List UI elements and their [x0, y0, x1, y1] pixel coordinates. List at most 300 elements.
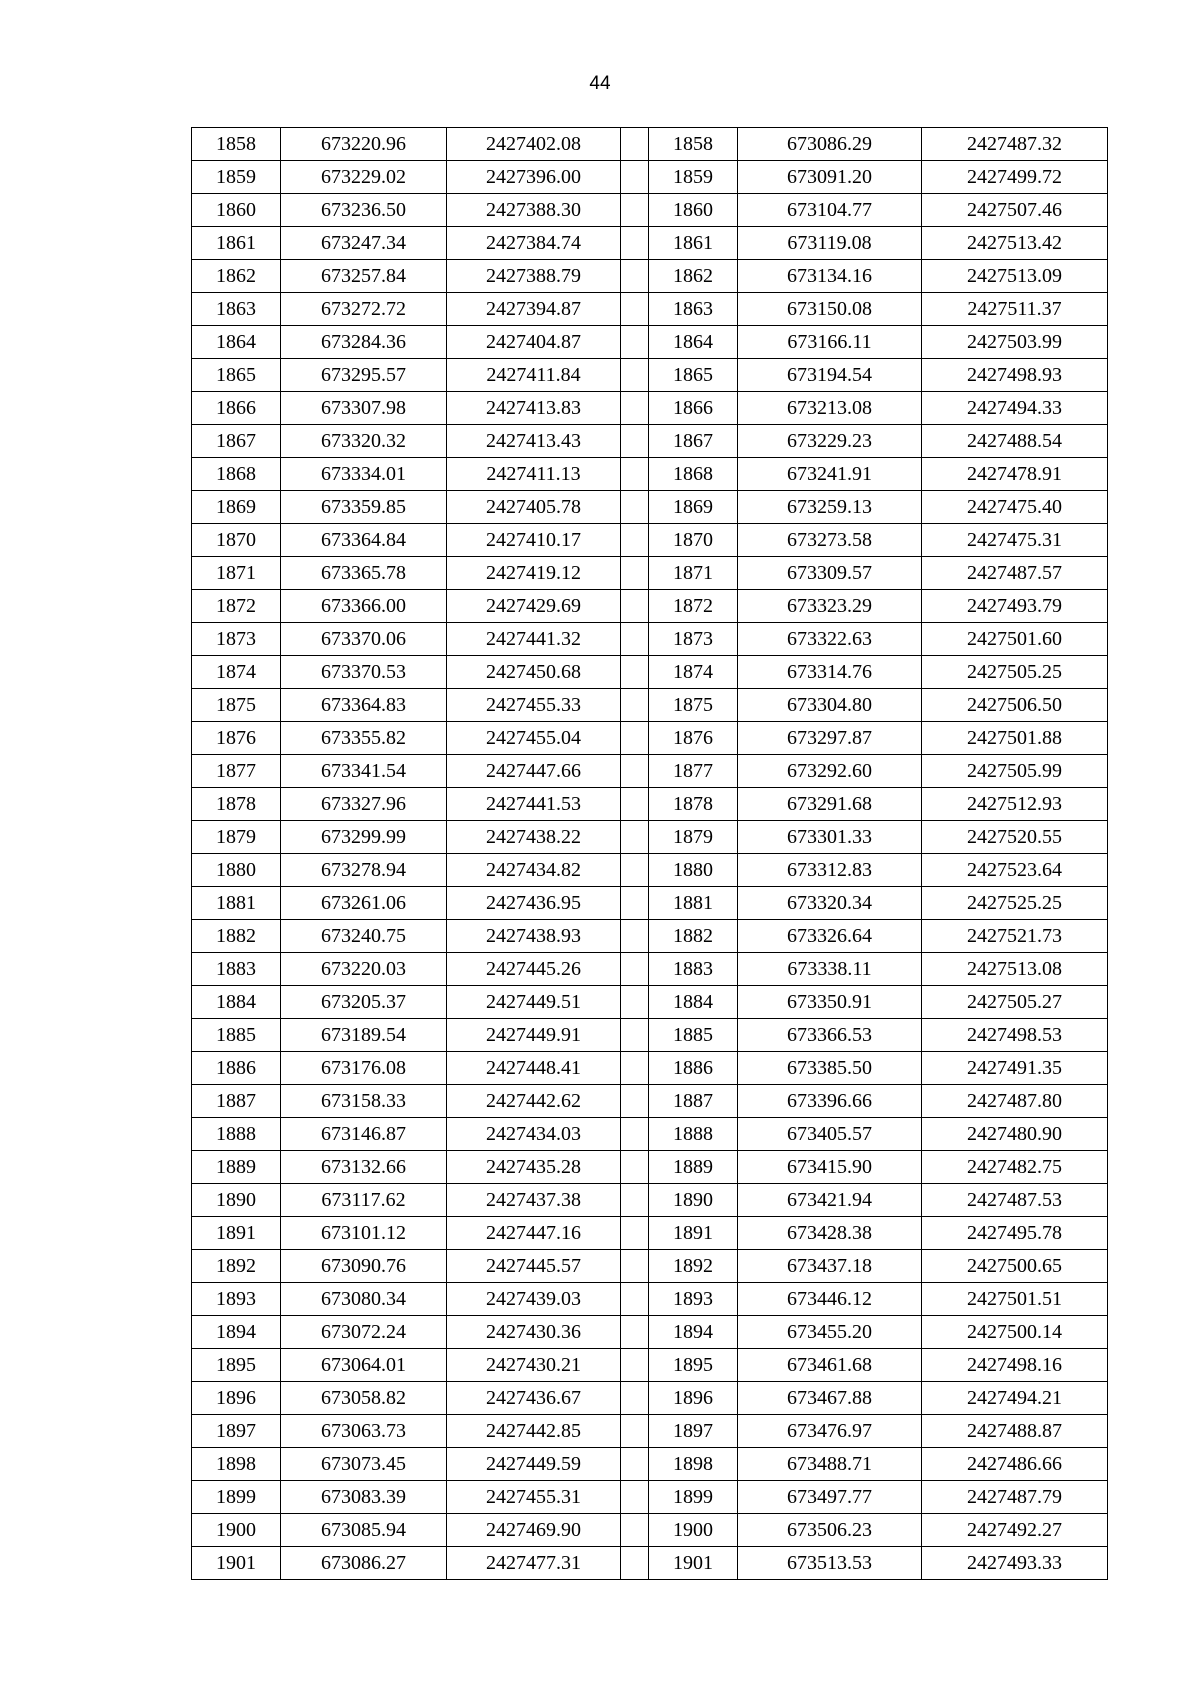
left-x-coordinate-cell: 673247.34: [281, 227, 447, 260]
separator-cell: [621, 887, 649, 920]
right-x-coordinate-cell: 673314.76: [738, 656, 922, 689]
right-point-id-cell: 1859: [649, 161, 738, 194]
right-point-id-cell: 1895: [649, 1349, 738, 1382]
left-point-id-cell: 1887: [192, 1085, 281, 1118]
separator-cell: [621, 128, 649, 161]
right-y-coordinate-cell: 2427480.90: [922, 1118, 1108, 1151]
right-x-coordinate-cell: 673320.34: [738, 887, 922, 920]
separator-cell: [621, 1283, 649, 1316]
right-y-coordinate-cell: 2427487.32: [922, 128, 1108, 161]
left-x-coordinate-cell: 673307.98: [281, 392, 447, 425]
left-x-coordinate-cell: 673058.82: [281, 1382, 447, 1415]
separator-cell: [621, 1382, 649, 1415]
right-y-coordinate-cell: 2427500.14: [922, 1316, 1108, 1349]
left-y-coordinate-cell: 2427437.38: [447, 1184, 621, 1217]
table-row: [192, 1052, 1108, 1085]
left-point-id-cell: 1876: [192, 722, 281, 755]
table-row: [192, 986, 1108, 1019]
left-point-id-cell: 1883: [192, 953, 281, 986]
right-y-coordinate-cell: 2427494.33: [922, 392, 1108, 425]
table-row: [192, 557, 1108, 590]
left-x-coordinate-cell: 673334.01: [281, 458, 447, 491]
separator-cell: [621, 1019, 649, 1052]
left-x-coordinate-cell: 673261.06: [281, 887, 447, 920]
left-x-coordinate-cell: 673320.32: [281, 425, 447, 458]
right-y-coordinate-cell: 2427498.53: [922, 1019, 1108, 1052]
separator-cell: [621, 1349, 649, 1382]
table-row: [192, 1118, 1108, 1151]
right-y-coordinate-cell: 2427505.27: [922, 986, 1108, 1019]
right-x-coordinate-cell: 673455.20: [738, 1316, 922, 1349]
table-row: [192, 359, 1108, 392]
right-x-coordinate-cell: 673273.58: [738, 524, 922, 557]
table-row: [192, 392, 1108, 425]
right-y-coordinate-cell: 2427523.64: [922, 854, 1108, 887]
left-x-coordinate-cell: 673355.82: [281, 722, 447, 755]
right-x-coordinate-cell: 673338.11: [738, 953, 922, 986]
table-row: [192, 1151, 1108, 1184]
right-y-coordinate-cell: 2427487.80: [922, 1085, 1108, 1118]
left-x-coordinate-cell: 673072.24: [281, 1316, 447, 1349]
right-y-coordinate-cell: 2427475.40: [922, 491, 1108, 524]
right-y-coordinate-cell: 2427488.54: [922, 425, 1108, 458]
left-x-coordinate-cell: 673364.83: [281, 689, 447, 722]
table-row: [192, 755, 1108, 788]
left-x-coordinate-cell: 673064.01: [281, 1349, 447, 1382]
right-point-id-cell: 1888: [649, 1118, 738, 1151]
left-point-id-cell: 1862: [192, 260, 281, 293]
separator-cell: [621, 1316, 649, 1349]
left-y-coordinate-cell: 2427477.31: [447, 1547, 621, 1580]
left-x-coordinate-cell: 673370.06: [281, 623, 447, 656]
right-point-id-cell: 1863: [649, 293, 738, 326]
left-x-coordinate-cell: 673370.53: [281, 656, 447, 689]
right-y-coordinate-cell: 2427505.99: [922, 755, 1108, 788]
right-point-id-cell: 1868: [649, 458, 738, 491]
right-y-coordinate-cell: 2427492.27: [922, 1514, 1108, 1547]
left-point-id-cell: 1879: [192, 821, 281, 854]
table-row: [192, 1448, 1108, 1481]
right-y-coordinate-cell: 2427512.93: [922, 788, 1108, 821]
table-row: [192, 623, 1108, 656]
left-point-id-cell: 1886: [192, 1052, 281, 1085]
right-y-coordinate-cell: 2427494.21: [922, 1382, 1108, 1415]
right-x-coordinate-cell: 673134.16: [738, 260, 922, 293]
separator-cell: [621, 194, 649, 227]
separator-cell: [621, 986, 649, 1019]
right-x-coordinate-cell: 673476.97: [738, 1415, 922, 1448]
left-y-coordinate-cell: 2427442.62: [447, 1085, 621, 1118]
separator-cell: [621, 425, 649, 458]
right-point-id-cell: 1880: [649, 854, 738, 887]
right-point-id-cell: 1883: [649, 953, 738, 986]
left-y-coordinate-cell: 2427448.41: [447, 1052, 621, 1085]
left-x-coordinate-cell: 673189.54: [281, 1019, 447, 1052]
separator-cell: [621, 1217, 649, 1250]
table-row: [192, 722, 1108, 755]
left-point-id-cell: 1874: [192, 656, 281, 689]
left-x-coordinate-cell: 673229.02: [281, 161, 447, 194]
right-point-id-cell: 1878: [649, 788, 738, 821]
right-y-coordinate-cell: 2427478.91: [922, 458, 1108, 491]
right-y-coordinate-cell: 2427498.16: [922, 1349, 1108, 1382]
separator-cell: [621, 524, 649, 557]
right-point-id-cell: 1877: [649, 755, 738, 788]
right-y-coordinate-cell: 2427495.78: [922, 1217, 1108, 1250]
left-y-coordinate-cell: 2427388.30: [447, 194, 621, 227]
table-row: [192, 1283, 1108, 1316]
left-x-coordinate-cell: 673327.96: [281, 788, 447, 821]
left-x-coordinate-cell: 673220.96: [281, 128, 447, 161]
left-y-coordinate-cell: 2427449.91: [447, 1019, 621, 1052]
right-point-id-cell: 1901: [649, 1547, 738, 1580]
left-point-id-cell: 1898: [192, 1448, 281, 1481]
left-point-id-cell: 1888: [192, 1118, 281, 1151]
left-point-id-cell: 1860: [192, 194, 281, 227]
right-x-coordinate-cell: 673229.23: [738, 425, 922, 458]
left-y-coordinate-cell: 2427441.53: [447, 788, 621, 821]
table-row: [192, 1481, 1108, 1514]
left-x-coordinate-cell: 673146.87: [281, 1118, 447, 1151]
right-x-coordinate-cell: 673166.11: [738, 326, 922, 359]
right-point-id-cell: 1876: [649, 722, 738, 755]
separator-cell: [621, 1118, 649, 1151]
table-row: [192, 194, 1108, 227]
separator-cell: [621, 689, 649, 722]
table-row: [192, 656, 1108, 689]
separator-cell: [621, 1151, 649, 1184]
right-y-coordinate-cell: 2427501.60: [922, 623, 1108, 656]
separator-cell: [621, 557, 649, 590]
right-x-coordinate-cell: 673366.53: [738, 1019, 922, 1052]
left-point-id-cell: 1865: [192, 359, 281, 392]
right-point-id-cell: 1875: [649, 689, 738, 722]
left-y-coordinate-cell: 2427447.66: [447, 755, 621, 788]
separator-cell: [621, 1085, 649, 1118]
table-row: [192, 326, 1108, 359]
right-y-coordinate-cell: 2427491.35: [922, 1052, 1108, 1085]
table-row: [192, 590, 1108, 623]
right-y-coordinate-cell: 2427493.33: [922, 1547, 1108, 1580]
left-x-coordinate-cell: 673341.54: [281, 755, 447, 788]
left-x-coordinate-cell: 673117.62: [281, 1184, 447, 1217]
right-x-coordinate-cell: 673350.91: [738, 986, 922, 1019]
left-y-coordinate-cell: 2427404.87: [447, 326, 621, 359]
left-x-coordinate-cell: 673101.12: [281, 1217, 447, 1250]
right-x-coordinate-cell: 673323.29: [738, 590, 922, 623]
separator-cell: [621, 1547, 649, 1580]
left-y-coordinate-cell: 2427455.33: [447, 689, 621, 722]
separator-cell: [621, 854, 649, 887]
left-y-coordinate-cell: 2427469.90: [447, 1514, 621, 1547]
left-point-id-cell: 1901: [192, 1547, 281, 1580]
left-y-coordinate-cell: 2427436.95: [447, 887, 621, 920]
right-x-coordinate-cell: 673291.68: [738, 788, 922, 821]
left-y-coordinate-cell: 2427419.12: [447, 557, 621, 590]
left-x-coordinate-cell: 673236.50: [281, 194, 447, 227]
table-row: [192, 953, 1108, 986]
table-row: [192, 260, 1108, 293]
right-point-id-cell: 1898: [649, 1448, 738, 1481]
coordinates-table: [191, 127, 1108, 1580]
right-y-coordinate-cell: 2427493.79: [922, 590, 1108, 623]
table-row: [192, 1316, 1108, 1349]
left-point-id-cell: 1869: [192, 491, 281, 524]
right-x-coordinate-cell: 673513.53: [738, 1547, 922, 1580]
right-point-id-cell: 1858: [649, 128, 738, 161]
right-y-coordinate-cell: 2427487.79: [922, 1481, 1108, 1514]
right-y-coordinate-cell: 2427511.37: [922, 293, 1108, 326]
left-x-coordinate-cell: 673257.84: [281, 260, 447, 293]
left-y-coordinate-cell: 2427442.85: [447, 1415, 621, 1448]
right-point-id-cell: 1889: [649, 1151, 738, 1184]
right-y-coordinate-cell: 2427486.66: [922, 1448, 1108, 1481]
left-point-id-cell: 1859: [192, 161, 281, 194]
left-x-coordinate-cell: 673132.66: [281, 1151, 447, 1184]
left-y-coordinate-cell: 2427434.82: [447, 854, 621, 887]
right-x-coordinate-cell: 673428.38: [738, 1217, 922, 1250]
left-point-id-cell: 1900: [192, 1514, 281, 1547]
table-row: [192, 1085, 1108, 1118]
table-row: [192, 887, 1108, 920]
left-y-coordinate-cell: 2427429.69: [447, 590, 621, 623]
left-y-coordinate-cell: 2427445.57: [447, 1250, 621, 1283]
right-x-coordinate-cell: 673304.80: [738, 689, 922, 722]
right-x-coordinate-cell: 673297.87: [738, 722, 922, 755]
right-y-coordinate-cell: 2427487.57: [922, 557, 1108, 590]
separator-cell: [621, 1250, 649, 1283]
left-x-coordinate-cell: 673295.57: [281, 359, 447, 392]
right-point-id-cell: 1885: [649, 1019, 738, 1052]
left-y-coordinate-cell: 2427441.32: [447, 623, 621, 656]
table-row: [192, 524, 1108, 557]
right-point-id-cell: 1890: [649, 1184, 738, 1217]
table-row: [192, 1415, 1108, 1448]
left-y-coordinate-cell: 2427436.67: [447, 1382, 621, 1415]
table-row: [192, 491, 1108, 524]
left-point-id-cell: 1895: [192, 1349, 281, 1382]
left-x-coordinate-cell: 673086.27: [281, 1547, 447, 1580]
right-point-id-cell: 1882: [649, 920, 738, 953]
table-row: [192, 1019, 1108, 1052]
right-x-coordinate-cell: 673301.33: [738, 821, 922, 854]
left-point-id-cell: 1896: [192, 1382, 281, 1415]
left-point-id-cell: 1871: [192, 557, 281, 590]
left-y-coordinate-cell: 2427455.31: [447, 1481, 621, 1514]
left-point-id-cell: 1899: [192, 1481, 281, 1514]
left-y-coordinate-cell: 2427413.83: [447, 392, 621, 425]
separator-cell: [621, 1448, 649, 1481]
left-y-coordinate-cell: 2427450.68: [447, 656, 621, 689]
separator-cell: [621, 821, 649, 854]
left-x-coordinate-cell: 673278.94: [281, 854, 447, 887]
right-y-coordinate-cell: 2427520.55: [922, 821, 1108, 854]
table-row: [192, 161, 1108, 194]
table-row: [192, 293, 1108, 326]
left-x-coordinate-cell: 673366.00: [281, 590, 447, 623]
table-row: [192, 1349, 1108, 1382]
separator-cell: [621, 788, 649, 821]
left-x-coordinate-cell: 673365.78: [281, 557, 447, 590]
table-row: [192, 458, 1108, 491]
right-y-coordinate-cell: 2427488.87: [922, 1415, 1108, 1448]
right-x-coordinate-cell: 673461.68: [738, 1349, 922, 1382]
left-point-id-cell: 1889: [192, 1151, 281, 1184]
table-row: [192, 1184, 1108, 1217]
left-y-coordinate-cell: 2427434.03: [447, 1118, 621, 1151]
separator-cell: [621, 1415, 649, 1448]
left-point-id-cell: 1892: [192, 1250, 281, 1283]
right-point-id-cell: 1862: [649, 260, 738, 293]
left-y-coordinate-cell: 2427413.43: [447, 425, 621, 458]
table-row: [192, 1250, 1108, 1283]
left-y-coordinate-cell: 2427438.93: [447, 920, 621, 953]
right-x-coordinate-cell: 673194.54: [738, 359, 922, 392]
right-x-coordinate-cell: 673415.90: [738, 1151, 922, 1184]
left-y-coordinate-cell: 2427410.17: [447, 524, 621, 557]
separator-cell: [621, 392, 649, 425]
right-y-coordinate-cell: 2427501.88: [922, 722, 1108, 755]
left-x-coordinate-cell: 673063.73: [281, 1415, 447, 1448]
left-y-coordinate-cell: 2427445.26: [447, 953, 621, 986]
right-x-coordinate-cell: 673497.77: [738, 1481, 922, 1514]
right-point-id-cell: 1891: [649, 1217, 738, 1250]
separator-cell: [621, 293, 649, 326]
right-x-coordinate-cell: 673467.88: [738, 1382, 922, 1415]
right-x-coordinate-cell: 673309.57: [738, 557, 922, 590]
right-y-coordinate-cell: 2427521.73: [922, 920, 1108, 953]
left-point-id-cell: 1884: [192, 986, 281, 1019]
left-point-id-cell: 1873: [192, 623, 281, 656]
right-x-coordinate-cell: 673506.23: [738, 1514, 922, 1547]
right-x-coordinate-cell: 673322.63: [738, 623, 922, 656]
right-x-coordinate-cell: 673396.66: [738, 1085, 922, 1118]
right-x-coordinate-cell: 673150.08: [738, 293, 922, 326]
right-y-coordinate-cell: 2427487.53: [922, 1184, 1108, 1217]
table-row: [192, 425, 1108, 458]
separator-cell: [621, 920, 649, 953]
separator-cell: [621, 623, 649, 656]
separator-cell: [621, 656, 649, 689]
separator-cell: [621, 161, 649, 194]
right-x-coordinate-cell: 673437.18: [738, 1250, 922, 1283]
left-y-coordinate-cell: 2427430.36: [447, 1316, 621, 1349]
separator-cell: [621, 227, 649, 260]
table-row: [192, 1217, 1108, 1250]
separator-cell: [621, 590, 649, 623]
right-point-id-cell: 1864: [649, 326, 738, 359]
separator-cell: [621, 755, 649, 788]
right-x-coordinate-cell: 673091.20: [738, 161, 922, 194]
left-y-coordinate-cell: 2427384.74: [447, 227, 621, 260]
right-point-id-cell: 1886: [649, 1052, 738, 1085]
right-y-coordinate-cell: 2427513.42: [922, 227, 1108, 260]
left-y-coordinate-cell: 2427394.87: [447, 293, 621, 326]
left-x-coordinate-cell: 673085.94: [281, 1514, 447, 1547]
right-x-coordinate-cell: 673259.13: [738, 491, 922, 524]
right-y-coordinate-cell: 2427503.99: [922, 326, 1108, 359]
left-y-coordinate-cell: 2427411.13: [447, 458, 621, 491]
right-point-id-cell: 1861: [649, 227, 738, 260]
right-x-coordinate-cell: 673405.57: [738, 1118, 922, 1151]
left-x-coordinate-cell: 673158.33: [281, 1085, 447, 1118]
separator-cell: [621, 1481, 649, 1514]
left-point-id-cell: 1872: [192, 590, 281, 623]
left-point-id-cell: 1870: [192, 524, 281, 557]
right-point-id-cell: 1872: [649, 590, 738, 623]
right-point-id-cell: 1893: [649, 1283, 738, 1316]
left-y-coordinate-cell: 2427435.28: [447, 1151, 621, 1184]
left-point-id-cell: 1891: [192, 1217, 281, 1250]
right-point-id-cell: 1873: [649, 623, 738, 656]
left-x-coordinate-cell: 673364.84: [281, 524, 447, 557]
right-y-coordinate-cell: 2427506.50: [922, 689, 1108, 722]
right-x-coordinate-cell: 673385.50: [738, 1052, 922, 1085]
right-y-coordinate-cell: 2427505.25: [922, 656, 1108, 689]
right-x-coordinate-cell: 673086.29: [738, 128, 922, 161]
left-y-coordinate-cell: 2427430.21: [447, 1349, 621, 1382]
right-y-coordinate-cell: 2427482.75: [922, 1151, 1108, 1184]
table-row: [192, 821, 1108, 854]
table-row: [192, 1382, 1108, 1415]
separator-cell: [621, 359, 649, 392]
page-number: 44: [589, 73, 611, 94]
left-point-id-cell: 1890: [192, 1184, 281, 1217]
right-point-id-cell: 1865: [649, 359, 738, 392]
coordinates-table-body: [192, 128, 1108, 1580]
left-point-id-cell: 1864: [192, 326, 281, 359]
right-point-id-cell: 1874: [649, 656, 738, 689]
left-x-coordinate-cell: 673083.39: [281, 1481, 447, 1514]
right-point-id-cell: 1866: [649, 392, 738, 425]
right-point-id-cell: 1881: [649, 887, 738, 920]
right-y-coordinate-cell: 2427507.46: [922, 194, 1108, 227]
left-y-coordinate-cell: 2427447.16: [447, 1217, 621, 1250]
table-row: [192, 689, 1108, 722]
left-y-coordinate-cell: 2427449.59: [447, 1448, 621, 1481]
left-y-coordinate-cell: 2427455.04: [447, 722, 621, 755]
left-point-id-cell: 1894: [192, 1316, 281, 1349]
right-point-id-cell: 1887: [649, 1085, 738, 1118]
left-x-coordinate-cell: 673284.36: [281, 326, 447, 359]
separator-cell: [621, 1514, 649, 1547]
right-x-coordinate-cell: 673119.08: [738, 227, 922, 260]
right-y-coordinate-cell: 2427500.65: [922, 1250, 1108, 1283]
right-x-coordinate-cell: 673421.94: [738, 1184, 922, 1217]
left-point-id-cell: 1897: [192, 1415, 281, 1448]
left-x-coordinate-cell: 673176.08: [281, 1052, 447, 1085]
left-point-id-cell: 1882: [192, 920, 281, 953]
right-y-coordinate-cell: 2427499.72: [922, 161, 1108, 194]
right-point-id-cell: 1884: [649, 986, 738, 1019]
right-point-id-cell: 1879: [649, 821, 738, 854]
right-x-coordinate-cell: 673488.71: [738, 1448, 922, 1481]
separator-cell: [621, 458, 649, 491]
left-y-coordinate-cell: 2427402.08: [447, 128, 621, 161]
left-y-coordinate-cell: 2427439.03: [447, 1283, 621, 1316]
left-point-id-cell: 1877: [192, 755, 281, 788]
table-row: [192, 227, 1108, 260]
table-row: [192, 1547, 1108, 1580]
left-point-id-cell: 1885: [192, 1019, 281, 1052]
left-y-coordinate-cell: 2427438.22: [447, 821, 621, 854]
table-row: [192, 1514, 1108, 1547]
right-point-id-cell: 1892: [649, 1250, 738, 1283]
separator-cell: [621, 491, 649, 524]
separator-cell: [621, 260, 649, 293]
left-x-coordinate-cell: 673272.72: [281, 293, 447, 326]
table-row: [192, 788, 1108, 821]
